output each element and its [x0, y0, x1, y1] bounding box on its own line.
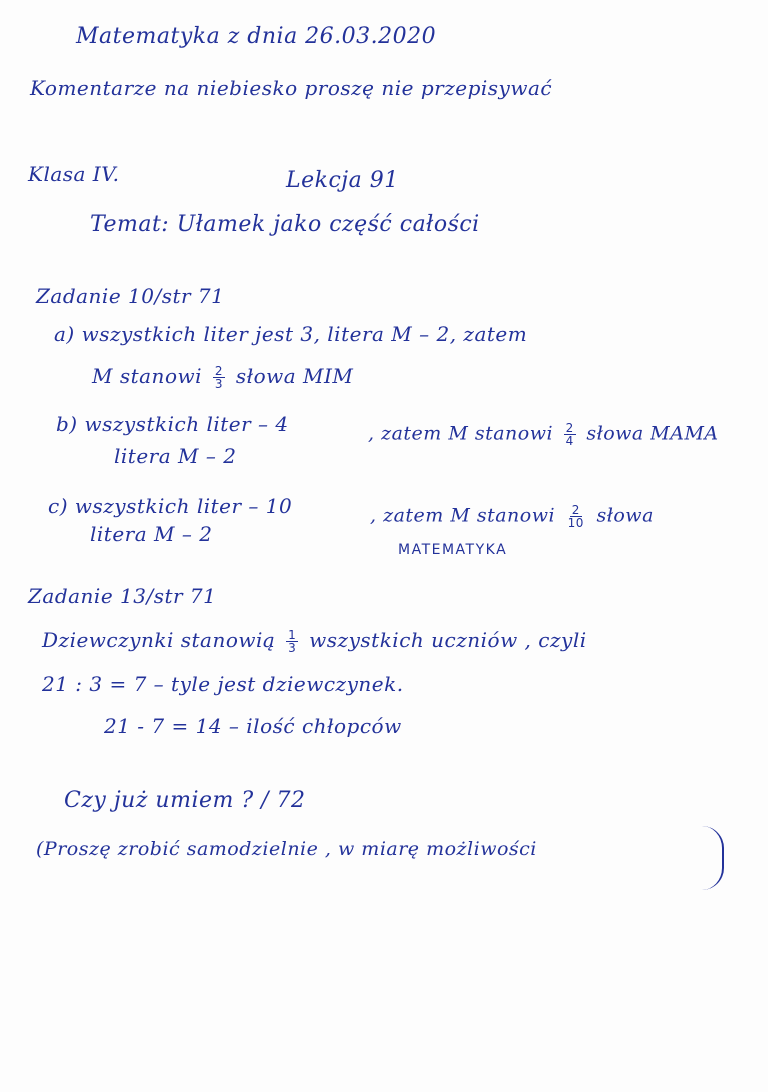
task-10a-text: M stanowi — [92, 364, 202, 388]
task-10a-line2 — [92, 364, 353, 390]
task-10c-conclusion — [370, 504, 654, 529]
fraction-2-3: $\frac{2}{3}$ — [214, 364, 223, 391]
fraction-2-10: $\frac{2}{10}$ — [567, 503, 584, 530]
self-check-question: Czy już umiem ? — [64, 788, 254, 813]
fraction-1-3: $\frac{1}{3}$ — [288, 628, 297, 655]
task-10b-line2: litera M – 2 — [114, 444, 237, 468]
task-13-text: Dziewczynki stanowią — [42, 628, 276, 652]
task-13-line1 — [42, 628, 587, 654]
task-13-line3: 21 - 7 = 14 – ilość chłopców — [104, 714, 402, 738]
task-13-suffix: wszystkich uczniów , czyli — [309, 628, 587, 652]
self-check-heading — [64, 788, 306, 813]
closing-parenthesis — [702, 826, 724, 890]
task-10-heading: Zadanie 10/str 71 — [36, 284, 225, 308]
lesson-number: Lekcja 91 — [286, 168, 399, 193]
class-label: Klasa IV. — [28, 162, 120, 186]
task-10a-suffix: słowa MIM — [235, 364, 354, 388]
self-check-note: (Proszę zrobić samodzielnie , w miarę możliwości — [36, 838, 537, 860]
task-10c-conclusion-suffix: słowa — [596, 504, 654, 527]
word-matematyka: MATEMATYKA — [398, 542, 508, 558]
task-10c-line2: litera M – 2 — [90, 522, 213, 546]
task-10b-line1: b) wszystkich liter – 4 — [56, 412, 289, 436]
task-10b-conclusion-suffix: słowa MAMA — [586, 422, 719, 445]
task-10c-line1: c) wszystkich liter – 10 — [48, 494, 293, 518]
self-check-page: / 72 — [261, 788, 306, 813]
task-10c-conclusion-text: , zatem M stanowi — [370, 504, 556, 527]
task-13-line2: 21 : 3 = 7 – tyle jest dziewczynek. — [42, 672, 404, 696]
page-title: Matematyka z dnia 26.03.2020 — [76, 24, 437, 49]
task-10b-conclusion — [368, 422, 719, 447]
task-10a-line1: a) wszystkich liter jest 3, litera M – 2, zatem — [54, 322, 528, 346]
comment-note: Komentarze na niebiesko proszę nie przepisywać — [30, 76, 553, 100]
task-10b-conclusion-text: , zatem M stanowi — [368, 422, 554, 445]
fraction-2-4: $\frac{2}{4}$ — [565, 421, 574, 448]
task-13-heading: Zadanie 13/str 71 — [28, 584, 217, 608]
lesson-topic: Temat: Ułamek jako część całości — [90, 212, 480, 237]
